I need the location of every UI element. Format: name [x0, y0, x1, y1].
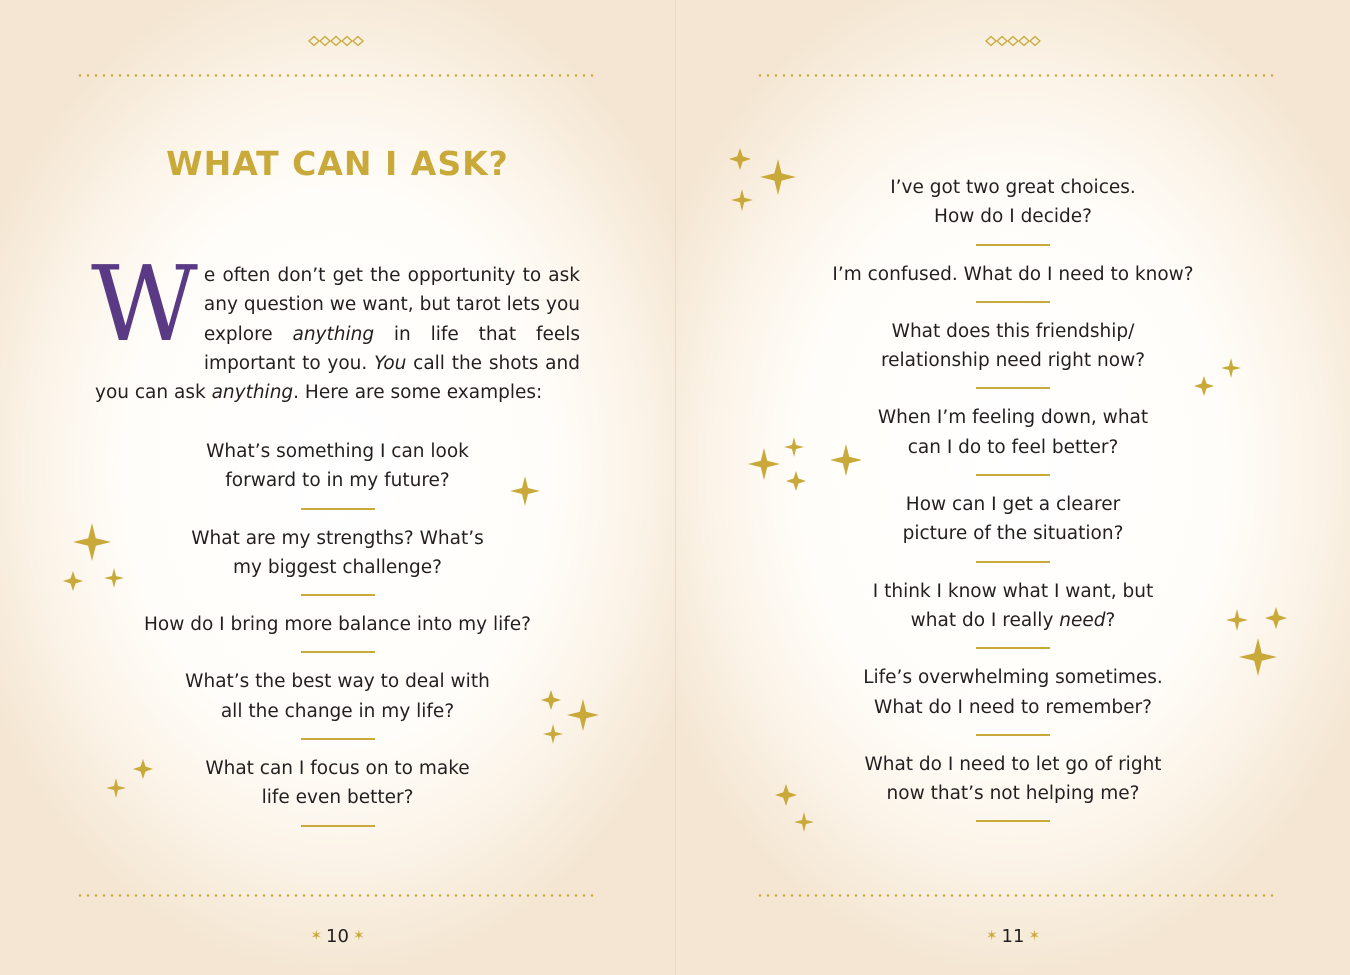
question-item: What does this friendship/ relationship need right now? [880, 320, 1146, 372]
sparkle-star-icon [510, 476, 540, 506]
top-dotted-rule [756, 74, 1278, 77]
question-item: Life’s overwhelming sometimes. What do I need to remember? [863, 667, 1163, 718]
bottom-dotted-rule [756, 894, 1278, 897]
sparkle-star-icon [133, 759, 153, 779]
question-item: I’m confused. What do I need to know? [832, 263, 1194, 285]
gold-divider [976, 387, 1050, 389]
question-item: What’s the best way to deal with all the change in my life? [185, 671, 490, 722]
sparkle-star-icon [830, 444, 862, 476]
gold-divider [976, 244, 1050, 246]
gold-divider [976, 820, 1050, 822]
sparkle-star-icon: ✶ [310, 928, 323, 944]
question-item: I think I know what I want, but what do I really need? [872, 580, 1154, 631]
question-item: What do I need to let go of right now that’s not helping me? [864, 753, 1162, 805]
sparkle-star-icon [73, 523, 111, 561]
sparkle-star-icon [784, 437, 804, 457]
sparkle-star-icon [760, 159, 796, 195]
bottom-dotted-rule [76, 894, 598, 897]
sparkle-star-icon: ✶ [985, 928, 998, 944]
sparkle-star-icon [1226, 609, 1248, 631]
sparkle-star-icon [731, 189, 753, 211]
question-item: How do I bring more balance into my life? [143, 614, 532, 636]
page-title: WHAT CAN I ASK? [166, 144, 509, 183]
gold-divider [301, 594, 375, 596]
gold-divider [301, 738, 375, 740]
gold-divider [976, 561, 1050, 563]
diamond-chain-ornament-icon [307, 34, 367, 48]
sparkle-star-icon [1265, 607, 1287, 629]
sparkle-star-icon [541, 690, 561, 710]
question-list [676, 173, 1350, 836]
sparkle-star-icon [1194, 376, 1214, 396]
sparkle-star-icon [106, 778, 126, 798]
sparkle-star-icon: ✶ [352, 928, 365, 944]
sparkle-star-icon [543, 724, 563, 744]
question-item: How can I get a clearer picture of the situation? [902, 494, 1124, 545]
question-item: What can I focus on to make life even better? [205, 758, 470, 809]
gold-divider [301, 651, 375, 653]
sparkle-star-icon: ✶ [1028, 928, 1041, 944]
sparkle-star-icon [794, 812, 814, 832]
sparkle-star-icon [775, 784, 797, 806]
gold-divider [976, 474, 1050, 476]
question-item: What’s something I can look forward to in my future? [206, 441, 469, 492]
gold-divider [976, 301, 1050, 303]
question-item: When I’m feeling down, what can I do to feel better? [877, 407, 1149, 458]
sparkle-star-icon [1239, 638, 1277, 676]
sparkle-star-icon [729, 148, 751, 170]
diamond-chain-ornament-icon [984, 34, 1044, 48]
sparkle-star-icon [104, 568, 124, 588]
right-page [676, 0, 1350, 975]
gold-divider [976, 647, 1050, 649]
sparkle-star-icon [748, 448, 780, 480]
intro-paragraph: We often don’t get the opportunity to ask any question we want, but tarot lets you explore anything in life that feels important to you. You call the shots and you can ask anything. Here are some examples: [91, 243, 580, 404]
page-number: ✶ 11 ✶ [985, 926, 1041, 947]
sparkle-star-icon [567, 699, 599, 731]
question-list [0, 437, 675, 841]
drop-cap: W [91, 243, 198, 365]
sparkle-star-icon [63, 571, 83, 591]
question-item: I’ve got two great choices. How do I decide? [890, 177, 1136, 228]
gold-divider [301, 508, 375, 510]
sparkle-star-icon [1221, 358, 1241, 378]
top-dotted-rule [76, 74, 598, 77]
sparkle-star-icon [786, 471, 806, 491]
gold-divider [976, 734, 1050, 736]
page-number: ✶ 10 ✶ [310, 926, 365, 947]
question-item: What are my strengths? What’s my biggest challenge? [191, 527, 484, 578]
gold-divider [301, 825, 375, 827]
